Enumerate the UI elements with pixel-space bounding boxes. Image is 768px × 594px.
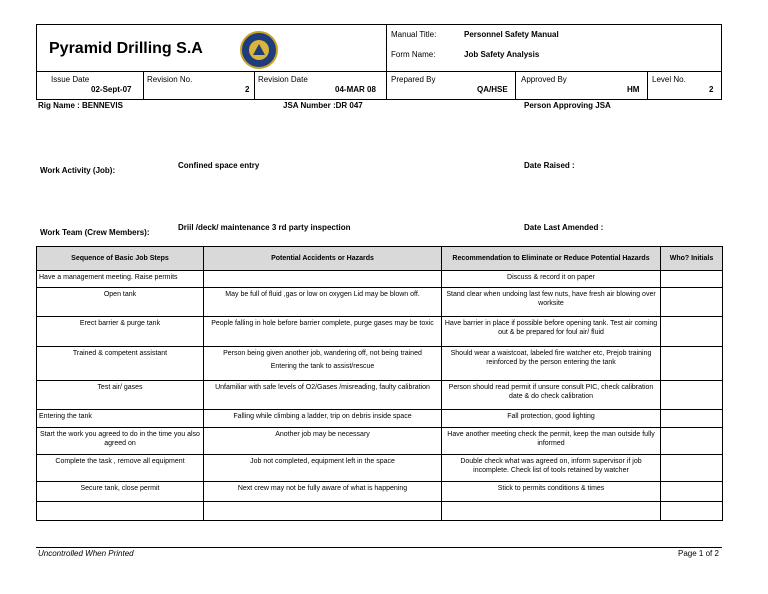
footer-divider [36, 547, 722, 548]
who-cell [661, 347, 723, 381]
who-cell [661, 428, 723, 455]
level-no-label: Level No. [652, 75, 686, 84]
table-row [37, 410, 723, 428]
hazard-cell: Falling while climbing a ladder, trip on debris inside space [204, 410, 442, 428]
jsa-number: JSA Number :DR 047 [283, 101, 363, 110]
revision-date-label: Revision Date [258, 75, 308, 84]
table-row [37, 271, 723, 288]
issue-date-value: 02-Sept-07 [91, 85, 132, 94]
person-approving-jsa: Person Approving JSA [524, 101, 611, 110]
approved-by-label: Approved By [521, 75, 567, 84]
table-header-row [37, 247, 723, 271]
step-cell: Start the work you agreed to do in the time you also agreed on [37, 428, 204, 455]
who-cell [661, 381, 723, 410]
revision-no-label: Revision No. [147, 75, 193, 84]
who-cell [661, 482, 723, 502]
company-logo [240, 31, 278, 69]
company-name: Pyramid Drilling S.A [49, 40, 203, 57]
recommendation-cell: Discuss & record it on paper [442, 271, 661, 288]
hazard-text: Person being given another job, wandering off, not being trained [223, 350, 422, 357]
footer-page-number: Page 1 of 2 [678, 549, 719, 558]
recommendation-cell: Fall protection, good lighting [442, 410, 661, 428]
who-cell [661, 317, 723, 347]
hazard-text-secondary: Entering the tank to assist/rescue [270, 363, 375, 370]
hazard-cell: People falling in hole before barrier complete, purge gases may be toxic [204, 317, 442, 347]
form-name-label: Form Name: [391, 50, 436, 59]
step-cell: Have a management meeting. Raise permits [37, 271, 204, 288]
document-header [36, 24, 722, 100]
recommendation-cell [442, 502, 661, 521]
date-last-amended: Date Last Amended : [524, 223, 604, 232]
table-row [37, 482, 723, 502]
recommendation-cell: Double check what was agreed on, inform supervisor if job incomplete. Check list of tools retained by watcher [442, 455, 661, 482]
hazard-cell: Another job may be necessary [204, 428, 442, 455]
recommendation-cell: Have barrier in place if possible before opening tank. Test air coming out & be prepared for foul air/ fluid [442, 317, 661, 347]
header-row-divider [37, 71, 721, 72]
approved-by-value: HM [627, 85, 640, 94]
hazard-cell [204, 347, 442, 381]
table-row [37, 288, 723, 317]
recommendation-cell: Should wear a waistcoat, labeled fire watcher etc, Prejob training reinforced by the person entering the tank [442, 347, 661, 381]
header-steps: Sequence of Basic Job Steps [37, 247, 204, 271]
table-row [37, 428, 723, 455]
hazard-cell: Next crew may not be fully aware of what is happening [204, 482, 442, 502]
recommendation-cell: Stand clear when undoing last few nuts, have fresh air blowing over worksite [442, 288, 661, 317]
who-cell [661, 288, 723, 317]
step-cell: Complete the task , remove all equipment [37, 455, 204, 482]
hazard-cell: May be full of fluid ,gas or low on oxygen Lid may be blown off. [204, 288, 442, 317]
form-name-value: Job Safety Analysis [464, 50, 540, 59]
step-cell [37, 502, 204, 521]
date-raised: Date Raised : [524, 161, 575, 170]
jsa-table [36, 246, 723, 521]
who-cell [661, 271, 723, 288]
table-row [37, 502, 723, 521]
prepared-by-value: QA/HSE [477, 85, 508, 94]
step-cell: Test air/ gases [37, 381, 204, 410]
work-activity-label: Work Activity (Job): [40, 166, 116, 175]
manual-title-value: Personnel Safety Manual [464, 30, 559, 39]
work-activity-value: Confined space entry [178, 161, 260, 170]
revision-date-value: 04-MAR 08 [335, 85, 376, 94]
footer-uncontrolled: Uncontrolled When Printed [38, 549, 134, 558]
hazard-cell: Unfamiliar with safe levels of O2/Gases /misreading, faulty calibration [204, 381, 442, 410]
work-team-label: Work Team (Crew Members): [40, 228, 150, 237]
table-row [37, 347, 723, 381]
issue-row-divider [515, 71, 516, 100]
step-cell: Erect barrier & purge tank [37, 317, 204, 347]
step-cell: Entering the tank [37, 410, 204, 428]
issue-row-divider [143, 71, 144, 100]
hazard-cell: Job not completed, equipment left in the space [204, 455, 442, 482]
hazard-cell [204, 271, 442, 288]
level-no-value: 2 [709, 85, 714, 94]
issue-date-label: Issue Date [51, 75, 90, 84]
recommendation-cell: Person should read permit if unsure consult PIC, check calibration date & do check calibration [442, 381, 661, 410]
header-divider [386, 25, 387, 100]
who-cell [661, 502, 723, 521]
header-who: Who? Initials [661, 247, 723, 271]
header-hazards: Potential Accidents or Hazards [204, 247, 442, 271]
prepared-by-label: Prepared By [391, 75, 436, 84]
who-cell [661, 455, 723, 482]
table-row [37, 317, 723, 347]
header-recommendation: Recommendation to Eliminate or Reduce Potential Hazards [442, 247, 661, 271]
work-team-value: Driil /deck/ maintenance 3 rd party inspection [178, 223, 351, 232]
step-cell: Secure tank, close permit [37, 482, 204, 502]
step-cell: Open tank [37, 288, 204, 317]
recommendation-cell: Have another meeting check the permit, keep the man outside fully informed [442, 428, 661, 455]
recommendation-cell: Stick to permits conditions & times [442, 482, 661, 502]
manual-title-label: Manual Title: [391, 30, 437, 39]
step-cell: Trained & competent assistant [37, 347, 204, 381]
issue-row-divider [254, 71, 255, 100]
hazard-cell [204, 502, 442, 521]
table-row [37, 455, 723, 482]
who-cell [661, 410, 723, 428]
rig-name: Rig Name : BENNEVIS [38, 101, 123, 110]
pyramid-icon [253, 44, 265, 55]
revision-no-value: 2 [245, 85, 250, 94]
issue-row-divider [647, 71, 648, 100]
table-row [37, 381, 723, 410]
